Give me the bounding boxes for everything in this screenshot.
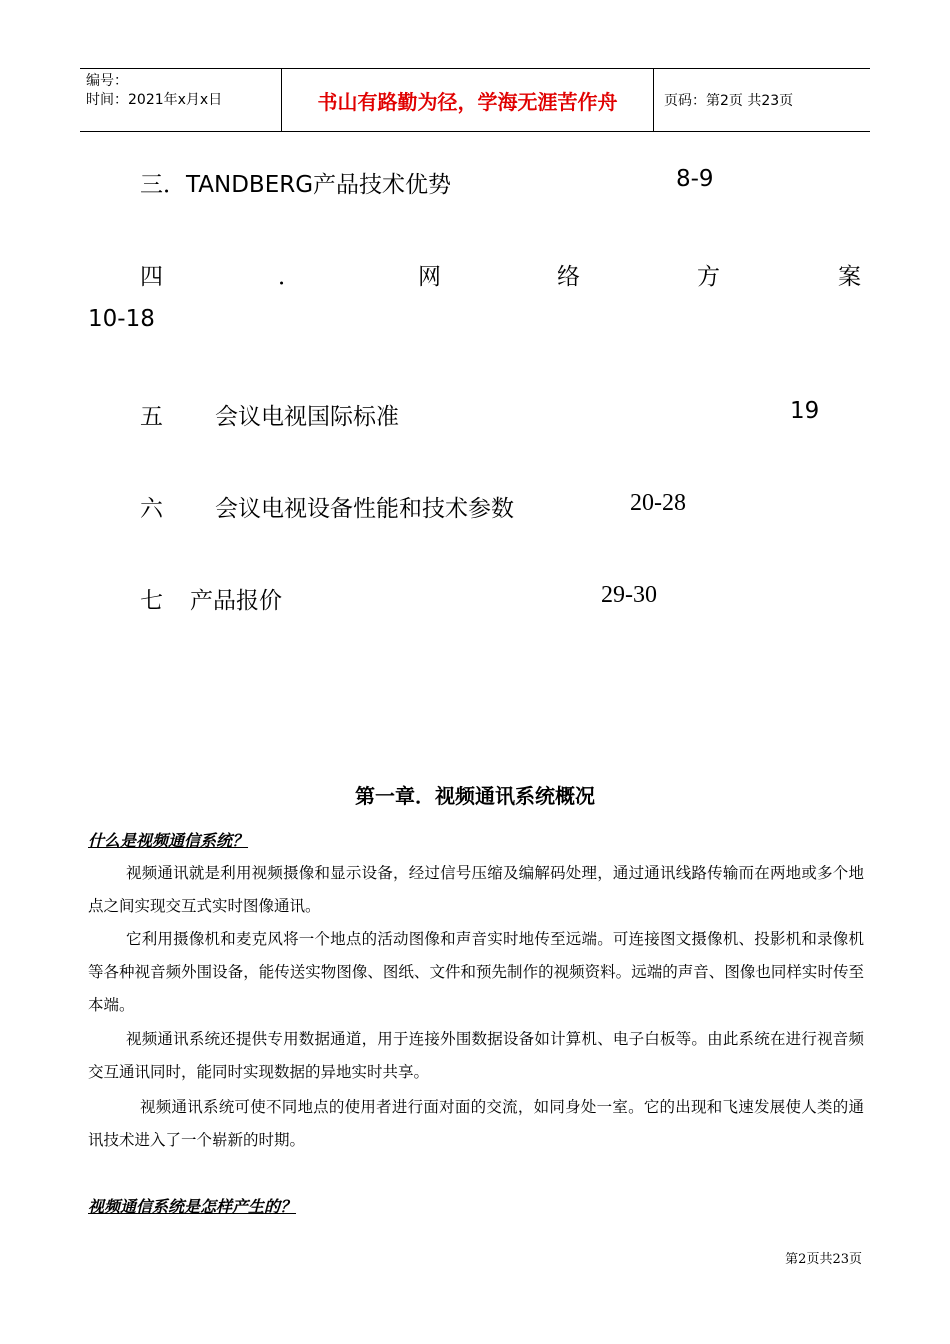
page-header (80, 68, 870, 132)
toc-item-4-char: 四 (140, 264, 163, 290)
toc-item-4-char: 网 (418, 264, 441, 290)
page-footer: 第2页共23页 (785, 1252, 862, 1267)
header-motto: 书山有路勤为径，学海无涯苦作舟 (281, 69, 654, 131)
body-paragraph: 它利用摄像机和麦克风将一个地点的活动图像和声音实时地传至远端。可连接图文摄像机、投影机和录像机等各种视音频外围设备，能传送实物图像、图纸、文件和预先制作的视频资料。远端的声音、图像也同样实时传至本端。 (88, 930, 864, 1014)
toc-item-5-pages: 19 (790, 398, 820, 424)
toc-item-4-pages: 10-18 (88, 306, 155, 332)
header-meta (80, 69, 281, 131)
toc-item-6-pages: 20-28 (630, 490, 686, 516)
toc-item-4-char: 络 (557, 264, 580, 290)
section-heading: 视频通信系统是怎样产生的？ (88, 1197, 297, 1216)
toc-item-3-pages: 8-9 (676, 166, 714, 192)
toc-item-5: 会议电视国际标准 (215, 404, 399, 430)
header-page-number: 页码：第2页 共23页 (664, 93, 794, 109)
doc-number: 编号： (86, 73, 128, 89)
doc-date: 时间：2021年x月x日 (86, 92, 223, 108)
toc-item-7-number: 七 (140, 588, 163, 614)
body-paragraph: 视频通讯系统可使不同地点的使用者进行面对面的交流，如同身处一室。它的出现和飞速发展使人类的通讯技术进入了一个崭新的时期。 (88, 1098, 864, 1149)
body-paragraph: 视频通讯就是利用视频摄像和显示设备，经过信号压缩及编解码处理，通过通讯线路传输而在两地或多个地点之间实现交互式实时图像通讯。 (88, 864, 864, 915)
toc-item-7-pages: 29-30 (601, 582, 657, 608)
body-paragraph: 视频通讯系统还提供专用数据通道，用于连接外围数据设备如计算机、电子白板等。由此系统在进行视音频交互通讯同时，能同时实现数据的异地实时共享。 (88, 1030, 864, 1081)
toc-item-4-char: 案 (838, 264, 861, 290)
chapter-title: 第一章．视频通讯系统概况 (355, 784, 595, 808)
toc-item-4-char: 方 (697, 264, 720, 290)
toc-item-4-char: ． (278, 264, 301, 290)
toc-item-5-number: 五 (140, 404, 163, 430)
toc-item-6: 会议电视设备性能和技术参数 (215, 496, 514, 522)
toc-item-3: 三．TANDBERG产品技术优势 (140, 172, 452, 198)
toc-item-6-number: 六 (140, 496, 163, 522)
section-heading: 什么是视频通信系统？ (88, 831, 249, 850)
toc-item-7: 产品报价 (190, 588, 282, 614)
